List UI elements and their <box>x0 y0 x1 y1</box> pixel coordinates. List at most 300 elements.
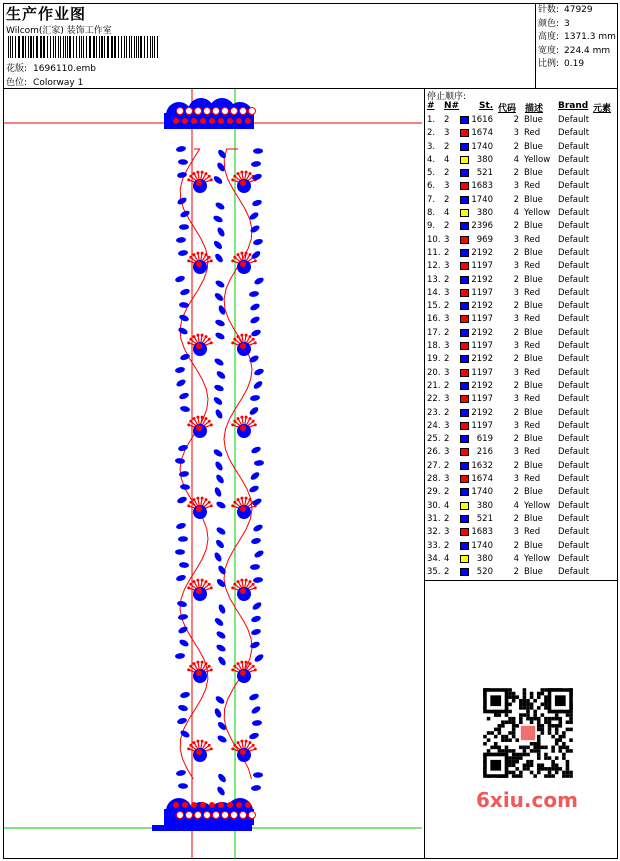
seq-description: Red <box>524 474 541 485</box>
seq-needle: 4 <box>444 208 450 219</box>
color-swatch <box>460 236 469 244</box>
seq-index: 5. <box>427 168 436 179</box>
seq-brand: Default <box>558 341 590 352</box>
sequence-row <box>427 353 617 366</box>
color-swatch <box>460 555 469 563</box>
seq-index: 6. <box>427 181 436 192</box>
seq-index: 15. <box>427 301 441 312</box>
seq-code: 2 <box>513 327 519 338</box>
seq-brand: Default <box>558 141 590 152</box>
sequence-row <box>427 367 617 380</box>
color-swatch <box>460 315 469 323</box>
seq-description: Red <box>524 341 541 352</box>
seq-description: Red <box>524 367 541 378</box>
color-swatch <box>460 409 469 417</box>
sequence-row <box>427 207 617 220</box>
seq-needle: 3 <box>444 341 450 352</box>
seq-needle: 2 <box>444 221 450 232</box>
seq-code: 3 <box>513 474 519 485</box>
seq-brand: Default <box>558 460 590 471</box>
seq-code: 4 <box>513 208 519 219</box>
color-swatch <box>460 169 469 177</box>
barcode-icon <box>8 36 160 58</box>
color-swatch <box>460 156 469 164</box>
seq-stitches: 1740 <box>471 540 493 551</box>
seq-index: 1. <box>427 115 436 125</box>
seq-brand: Default <box>558 434 590 445</box>
seq-stitches: 1197 <box>471 367 493 378</box>
seq-code: 2 <box>513 168 519 179</box>
seq-description: Blue <box>524 354 543 365</box>
seq-needle: 3 <box>444 420 450 431</box>
seq-stitches: 1740 <box>471 141 493 152</box>
sequence-row <box>427 446 617 459</box>
seq-description: Blue <box>524 301 543 312</box>
sequence-row <box>427 433 617 446</box>
seq-brand: Default <box>558 567 590 578</box>
seq-stitches: 1674 <box>471 474 493 485</box>
seq-description: Blue <box>524 380 543 391</box>
seq-description: Blue <box>524 407 543 418</box>
seq-stitches: 521 <box>476 168 493 179</box>
seq-brand: Default <box>558 154 590 165</box>
seq-brand: Default <box>558 553 590 564</box>
seq-code: 2 <box>513 434 519 445</box>
seq-needle: 3 <box>444 181 450 192</box>
seq-description: Blue <box>524 115 543 125</box>
seq-code: 3 <box>513 287 519 298</box>
watermark-text: 6xiu.com <box>476 788 578 812</box>
seq-stitches: 1683 <box>471 527 493 538</box>
seq-stitches: 2192 <box>471 380 493 391</box>
seq-brand: Default <box>558 527 590 538</box>
seq-needle: 2 <box>444 115 450 125</box>
seq-needle: 2 <box>444 194 450 205</box>
sequence-header <box>427 101 617 113</box>
seq-stitches: 1197 <box>471 314 493 325</box>
seq-index: 2. <box>427 128 436 139</box>
seq-index: 4. <box>427 154 436 165</box>
seq-needle: 3 <box>444 447 450 458</box>
seq-brand: Default <box>558 314 590 325</box>
seq-index: 20. <box>427 367 441 378</box>
seq-index: 33. <box>427 540 441 551</box>
seq-stitches: 380 <box>476 208 493 219</box>
color-swatch <box>460 329 469 337</box>
seq-index: 32. <box>427 527 441 538</box>
seq-description: Blue <box>524 247 543 258</box>
seq-stitches: 619 <box>476 434 493 445</box>
stat-value: 1371.3 mm <box>564 32 616 42</box>
seq-brand: Default <box>558 380 590 391</box>
seq-brand: Default <box>558 115 590 125</box>
sequence-row <box>427 313 617 326</box>
color-swatch <box>460 448 469 456</box>
seq-description: Yellow <box>524 553 551 564</box>
color-swatch <box>460 422 469 430</box>
seq-stitches: 1740 <box>471 487 493 498</box>
sequence-bottom-divider <box>424 580 618 581</box>
seq-brand: Default <box>558 194 590 205</box>
seq-code: 2 <box>513 540 519 551</box>
sequence-row <box>427 194 617 207</box>
seq-brand: Default <box>558 247 590 258</box>
color-swatch <box>460 435 469 443</box>
seq-index: 10. <box>427 234 441 245</box>
col-element: 元素 <box>593 104 612 114</box>
seq-needle: 2 <box>444 567 450 578</box>
seq-index: 3. <box>427 141 436 152</box>
seq-code: 3 <box>513 367 519 378</box>
sequence-row <box>427 380 617 393</box>
seq-code: 4 <box>513 154 519 165</box>
seq-needle: 3 <box>444 367 450 378</box>
seq-brand: Default <box>558 513 590 524</box>
seq-needle: 2 <box>444 141 450 152</box>
seq-stitches: 521 <box>476 513 493 524</box>
stat-width <box>538 45 616 59</box>
seq-needle: 2 <box>444 380 450 391</box>
col-n: N# <box>444 101 460 111</box>
seq-index: 23. <box>427 407 441 418</box>
sequence-list <box>427 114 617 579</box>
stat-label: 比例: <box>538 59 560 69</box>
seq-stitches: 2192 <box>471 247 493 258</box>
color-swatch <box>460 488 469 496</box>
seq-brand: Default <box>558 128 590 139</box>
seq-stitches: 2396 <box>471 221 493 232</box>
sequence-row <box>427 327 617 340</box>
seq-description: Yellow <box>524 500 551 511</box>
color-swatch <box>460 475 469 483</box>
seq-code: 2 <box>513 115 519 125</box>
sequence-row <box>427 340 617 353</box>
seq-stitches: 1197 <box>471 287 493 298</box>
sequence-row <box>427 141 617 154</box>
sequence-row <box>427 180 617 193</box>
seq-needle: 2 <box>444 460 450 471</box>
file-info <box>6 61 102 74</box>
seq-index: 18. <box>427 341 441 352</box>
sequence-row <box>427 300 617 313</box>
seq-description: Red <box>524 128 541 139</box>
stat-label: 颜色: <box>538 18 560 29</box>
seq-needle: 4 <box>444 154 450 165</box>
color-swatch <box>460 395 469 403</box>
stat-label: 针数: <box>538 5 560 15</box>
seq-needle: 2 <box>444 434 450 445</box>
seq-description: Blue <box>524 487 543 498</box>
seq-index: 16. <box>427 314 441 325</box>
sequence-row <box>427 393 617 406</box>
seq-code: 3 <box>513 128 519 139</box>
seq-needle: 2 <box>444 247 450 258</box>
seq-needle: 3 <box>444 261 450 272</box>
color-swatch <box>460 143 469 151</box>
seq-description: Red <box>524 314 541 325</box>
seq-brand: Default <box>558 447 590 458</box>
seq-needle: 2 <box>444 168 450 179</box>
seq-brand: Default <box>558 367 590 378</box>
seq-needle: 3 <box>444 287 450 298</box>
color-swatch <box>460 289 469 297</box>
seq-needle: 2 <box>444 327 450 338</box>
sequence-title: 停止顺序: <box>427 92 467 102</box>
seq-description: Red <box>524 234 541 245</box>
company-name: Wilcom(汇家) 装饰工作室 <box>6 26 112 36</box>
seq-brand: Default <box>558 168 590 179</box>
sequence-row <box>427 260 617 273</box>
seq-index: 9. <box>427 221 436 232</box>
seq-description: Blue <box>524 221 543 232</box>
colorway-label: 色位: <box>6 78 28 88</box>
seq-description: Red <box>524 261 541 272</box>
seq-brand: Default <box>558 487 590 498</box>
seq-index: 31. <box>427 513 441 524</box>
seq-stitches: 1674 <box>471 128 493 139</box>
seq-index: 35. <box>427 567 441 578</box>
seq-index: 26. <box>427 447 441 458</box>
colorway-value: Colorway 1 <box>33 78 84 88</box>
color-swatch <box>460 515 469 523</box>
design-stats <box>538 4 616 72</box>
color-swatch <box>460 262 469 270</box>
seq-description: Blue <box>524 168 543 179</box>
stat-value: 47929 <box>564 5 593 15</box>
seq-stitches: 2192 <box>471 274 493 285</box>
seq-index: 24. <box>427 420 441 431</box>
seq-index: 7. <box>427 194 436 205</box>
seq-needle: 4 <box>444 553 450 564</box>
stats-divider <box>535 3 536 89</box>
seq-index: 17. <box>427 327 441 338</box>
sequence-row <box>427 526 617 539</box>
color-swatch <box>460 542 469 550</box>
seq-needle: 2 <box>444 487 450 498</box>
seq-code: 3 <box>513 394 519 405</box>
seq-stitches: 216 <box>476 447 493 458</box>
color-swatch <box>460 222 469 230</box>
col-st: St. <box>479 101 494 111</box>
seq-code: 2 <box>513 141 519 152</box>
seq-code: 4 <box>513 553 519 564</box>
seq-needle: 2 <box>444 274 450 285</box>
stat-value: 224.4 mm <box>564 45 611 56</box>
seq-index: 21. <box>427 380 441 391</box>
sequence-row <box>427 114 617 127</box>
seq-brand: Default <box>558 394 590 405</box>
sequence-row <box>427 154 617 167</box>
seq-code: 3 <box>513 420 519 431</box>
sequence-row <box>427 460 617 473</box>
file-value: 1696110.emb <box>33 64 97 74</box>
seq-brand: Default <box>558 327 590 338</box>
seq-needle: 3 <box>444 394 450 405</box>
col-desc: 描述 <box>525 104 544 114</box>
stat-colors <box>538 18 616 32</box>
seq-code: 4 <box>513 500 519 511</box>
seq-stitches: 380 <box>476 553 493 564</box>
sequence-row <box>427 247 617 260</box>
seq-needle: 2 <box>444 354 450 365</box>
seq-index: 22. <box>427 394 441 405</box>
seq-code: 3 <box>513 261 519 272</box>
seq-description: Blue <box>524 513 543 524</box>
seq-needle: 3 <box>444 234 450 245</box>
seq-needle: 3 <box>444 128 450 139</box>
stat-label: 高度: <box>538 32 560 42</box>
seq-brand: Default <box>558 221 590 232</box>
seq-description: Red <box>524 287 541 298</box>
seq-stitches: 380 <box>476 154 493 165</box>
seq-code: 2 <box>513 487 519 498</box>
color-swatch <box>460 116 469 124</box>
sequence-row <box>427 220 617 233</box>
seq-code: 2 <box>513 380 519 391</box>
seq-index: 13. <box>427 274 441 285</box>
seq-code: 2 <box>513 567 519 578</box>
color-swatch <box>460 249 469 257</box>
seq-index: 12. <box>427 261 441 272</box>
sequence-row <box>427 167 617 180</box>
seq-brand: Default <box>558 500 590 511</box>
color-swatch <box>460 568 469 576</box>
sequence-row <box>427 500 617 513</box>
seq-stitches: 1683 <box>471 181 493 192</box>
col-idx: # <box>427 101 435 111</box>
stat-value: 3 <box>564 18 570 29</box>
seq-description: Red <box>524 394 541 405</box>
seq-index: 28. <box>427 474 441 485</box>
sequence-row <box>427 513 617 526</box>
seq-code: 3 <box>513 181 519 192</box>
seq-index: 29. <box>427 487 441 498</box>
seq-brand: Default <box>558 420 590 431</box>
seq-description: Blue <box>524 540 543 551</box>
seq-index: 8. <box>427 208 436 219</box>
seq-brand: Default <box>558 301 590 312</box>
color-swatch <box>460 528 469 536</box>
qr-code-icon <box>471 681 585 785</box>
seq-description: Red <box>524 447 541 458</box>
seq-stitches: 969 <box>476 234 493 245</box>
seq-code: 2 <box>513 247 519 258</box>
sequence-row <box>427 473 617 486</box>
color-swatch <box>460 302 469 310</box>
seq-description: Blue <box>524 141 543 152</box>
seq-code: 2 <box>513 221 519 232</box>
embroidery-design-preview <box>4 89 424 859</box>
file-label: 花版: <box>6 64 28 74</box>
seq-description: Yellow <box>524 208 551 219</box>
color-swatch <box>460 382 469 390</box>
sequence-row <box>427 553 617 566</box>
sequence-row <box>427 407 617 420</box>
seq-description: Yellow <box>524 154 551 165</box>
seq-description: Blue <box>524 567 543 578</box>
seq-brand: Default <box>558 287 590 298</box>
color-swatch <box>460 355 469 363</box>
sequence-row <box>427 540 617 553</box>
seq-brand: Default <box>558 407 590 418</box>
seq-stitches: 1197 <box>471 420 493 431</box>
seq-stitches: 1740 <box>471 194 493 205</box>
seq-needle: 2 <box>444 513 450 524</box>
seq-stitches: 1197 <box>471 394 493 405</box>
seq-code: 2 <box>513 354 519 365</box>
sequence-row <box>427 287 617 300</box>
seq-stitches: 2192 <box>471 301 493 312</box>
seq-needle: 4 <box>444 500 450 511</box>
color-swatch <box>460 369 469 377</box>
seq-stitches: 380 <box>476 500 493 511</box>
color-swatch <box>460 182 469 190</box>
sequence-row <box>427 566 617 579</box>
colorway-info <box>6 75 89 88</box>
seq-description: Red <box>524 527 541 538</box>
seq-description: Blue <box>524 434 543 445</box>
seq-needle: 3 <box>444 314 450 325</box>
color-swatch <box>460 129 469 137</box>
seq-stitches: 2192 <box>471 327 493 338</box>
seq-code: 2 <box>513 194 519 205</box>
seq-stitches: 2192 <box>471 407 493 418</box>
panel-divider <box>424 88 425 859</box>
seq-brand: Default <box>558 234 590 245</box>
seq-brand: Default <box>558 540 590 551</box>
seq-code: 2 <box>513 407 519 418</box>
seq-stitches: 2192 <box>471 354 493 365</box>
stat-height <box>538 31 616 45</box>
color-swatch <box>460 196 469 204</box>
seq-needle: 3 <box>444 527 450 538</box>
stat-scale <box>538 58 616 72</box>
seq-stitches: 520 <box>476 567 493 578</box>
color-swatch <box>460 462 469 470</box>
stat-stitches <box>538 4 616 18</box>
seq-needle: 2 <box>444 407 450 418</box>
seq-description: Blue <box>524 194 543 205</box>
sequence-row <box>427 274 617 287</box>
stat-label: 宽度: <box>538 45 560 56</box>
seq-description: Blue <box>524 460 543 471</box>
seq-brand: Default <box>558 274 590 285</box>
seq-code: 3 <box>513 341 519 352</box>
seq-code: 3 <box>513 314 519 325</box>
seq-index: 30. <box>427 500 441 511</box>
seq-code: 3 <box>513 447 519 458</box>
seq-index: 11. <box>427 247 441 258</box>
color-swatch <box>460 209 469 217</box>
seq-description: Blue <box>524 327 543 338</box>
seq-description: Blue <box>524 274 543 285</box>
seq-stitches: 1197 <box>471 341 493 352</box>
seq-needle: 3 <box>444 474 450 485</box>
seq-code: 2 <box>513 460 519 471</box>
seq-index: 14. <box>427 287 441 298</box>
seq-needle: 2 <box>444 301 450 312</box>
color-swatch <box>460 342 469 350</box>
seq-description: Red <box>524 181 541 192</box>
stat-value: 0.19 <box>564 59 585 69</box>
sequence-row <box>427 420 617 433</box>
page-title: 生产作业图 <box>6 5 87 23</box>
seq-code: 3 <box>513 234 519 245</box>
seq-brand: Default <box>558 354 590 365</box>
seq-index: 19. <box>427 354 441 365</box>
seq-brand: Default <box>558 474 590 485</box>
sequence-row <box>427 234 617 247</box>
